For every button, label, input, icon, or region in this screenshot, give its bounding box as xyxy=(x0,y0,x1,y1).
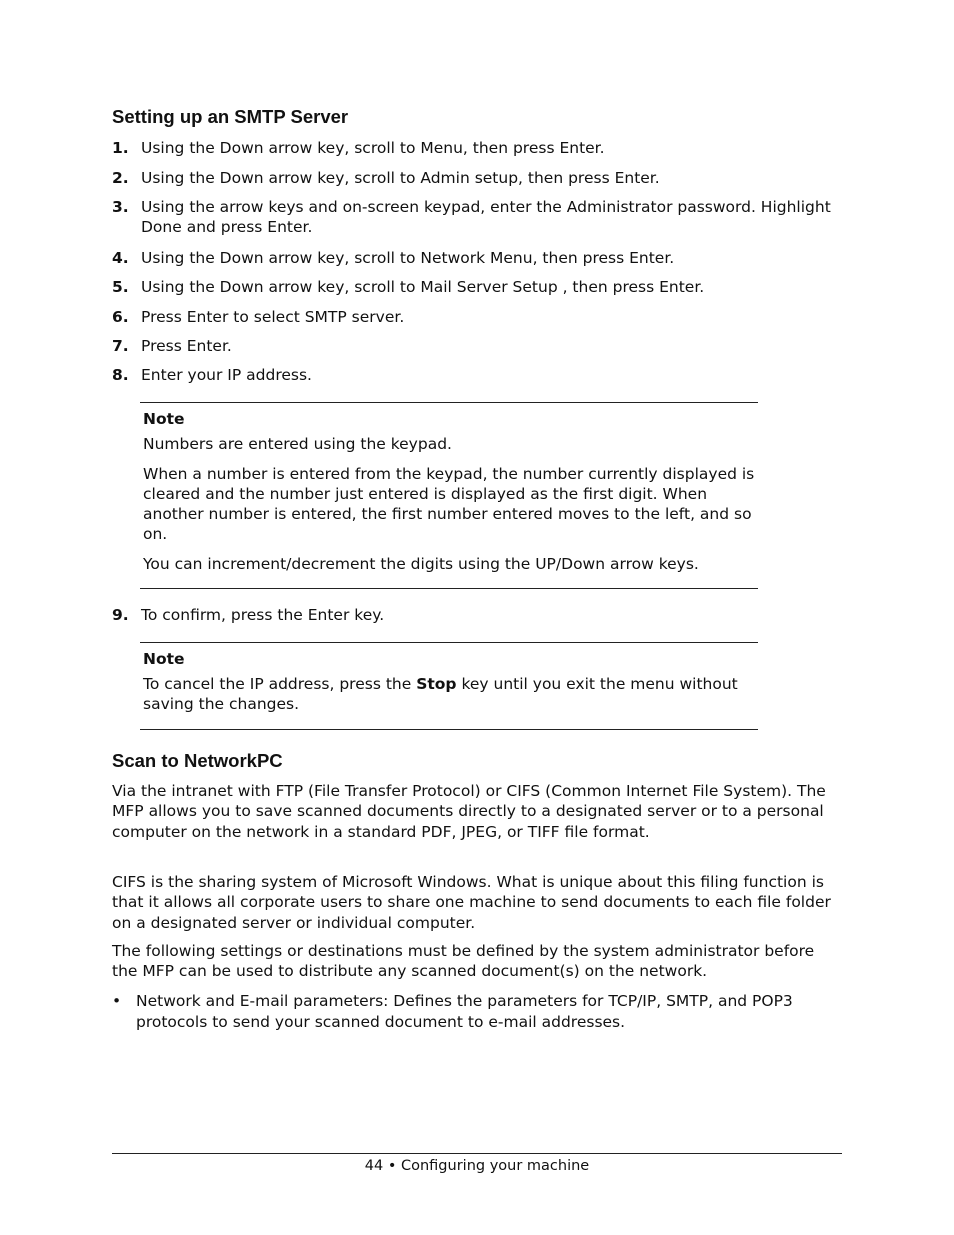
bullet-text: Network and E-mail parameters: Defines the parameters for TCP/IP, SMTP, and POP3 protocols to send your scanned document to e-mail addresses. xyxy=(136,992,793,1031)
note-bottom-rule xyxy=(140,588,758,589)
step-number: 6. xyxy=(112,308,129,326)
step-text: Using the Down arrow key, scroll to Mail Server Setup , then press Enter. xyxy=(141,278,705,296)
note-text: key until you exit the menu without saving the changes. xyxy=(143,675,738,713)
section-heading-scan: Scan to NetworkPC xyxy=(112,750,283,771)
step-text: Using the arrow keys and on-screen keypad, enter the Administrator password. Highlight Done and press Enter. xyxy=(141,198,831,236)
step-number: 7. xyxy=(112,337,129,355)
body-paragraph: The following settings or destinations must be defined by the system administrator before the MFP can be used to distribute any scanned document(s) on the network. xyxy=(112,942,815,981)
step-number: 9. xyxy=(112,606,129,624)
step-number: 1. xyxy=(112,139,129,157)
body-paragraph: Via the intranet with FTP (File Transfer Protocol) or CIFS (Common Internet File System). The MFP allows you to save scanned documents directly to a designated server or to a personal computer on the network in a standard PDF, JPEG, or TIFF file format. xyxy=(112,782,826,841)
list-item xyxy=(112,168,832,188)
step-number: 3. xyxy=(112,198,129,216)
bullet-icon: • xyxy=(112,992,122,1010)
list-item xyxy=(112,365,832,385)
step-number: 5. xyxy=(112,278,129,296)
list-item xyxy=(112,138,832,158)
note-title: Note xyxy=(143,650,185,668)
note-top-rule xyxy=(140,642,758,643)
step-text: Using the Down arrow key, scroll to Admin setup, then press Enter. xyxy=(141,169,660,187)
step-number: 2. xyxy=(112,169,129,187)
step-text: Using the Down arrow key, scroll to Menu, then press Enter. xyxy=(141,139,605,157)
note-title: Note xyxy=(143,410,185,428)
step-text: Using the Down arrow key, scroll to Network Menu, then press Enter. xyxy=(141,249,675,267)
note-paragraph: You can increment/decrement the digits using the UP/Down arrow keys. xyxy=(143,555,699,573)
note-text: To cancel the IP address, press the xyxy=(143,675,417,693)
list-item xyxy=(112,991,837,1033)
list-item xyxy=(112,277,832,297)
footer-rule xyxy=(112,1153,842,1154)
note-paragraph: Numbers are entered using the keypad. xyxy=(143,435,452,453)
note-bottom-rule xyxy=(140,729,758,730)
note-top-rule xyxy=(140,402,758,403)
step-number: 4. xyxy=(112,249,129,267)
list-item xyxy=(112,307,832,327)
list-item xyxy=(112,605,832,625)
list-item xyxy=(112,197,832,237)
page-footer: 44 • Configuring your machine xyxy=(364,1158,590,1174)
step-number: 8. xyxy=(112,366,129,384)
list-item xyxy=(112,336,832,356)
step-text: Press Enter. xyxy=(141,337,232,355)
stop-key-label: Stop xyxy=(416,675,457,693)
section-heading-smtp: Setting up an SMTP Server xyxy=(112,106,349,127)
step-text: To confirm, press the Enter key. xyxy=(141,606,385,624)
note-paragraph: When a number is entered from the keypad, the number currently displayed is cleared and the number just entered is displayed as the first digit. When another number is entered, the first number entered moves to the left, and so on. xyxy=(143,465,755,543)
step-text: Enter your IP address. xyxy=(141,366,312,384)
body-paragraph: CIFS is the sharing system of Microsoft Windows. What is unique about this filing function is that it allows all corporate users to share one machine to send documents to each file folder on a designated server or individual computer. xyxy=(112,873,831,932)
step-text: Press Enter to select SMTP server. xyxy=(141,308,405,326)
note-paragraph xyxy=(143,674,755,714)
list-item xyxy=(112,248,832,268)
